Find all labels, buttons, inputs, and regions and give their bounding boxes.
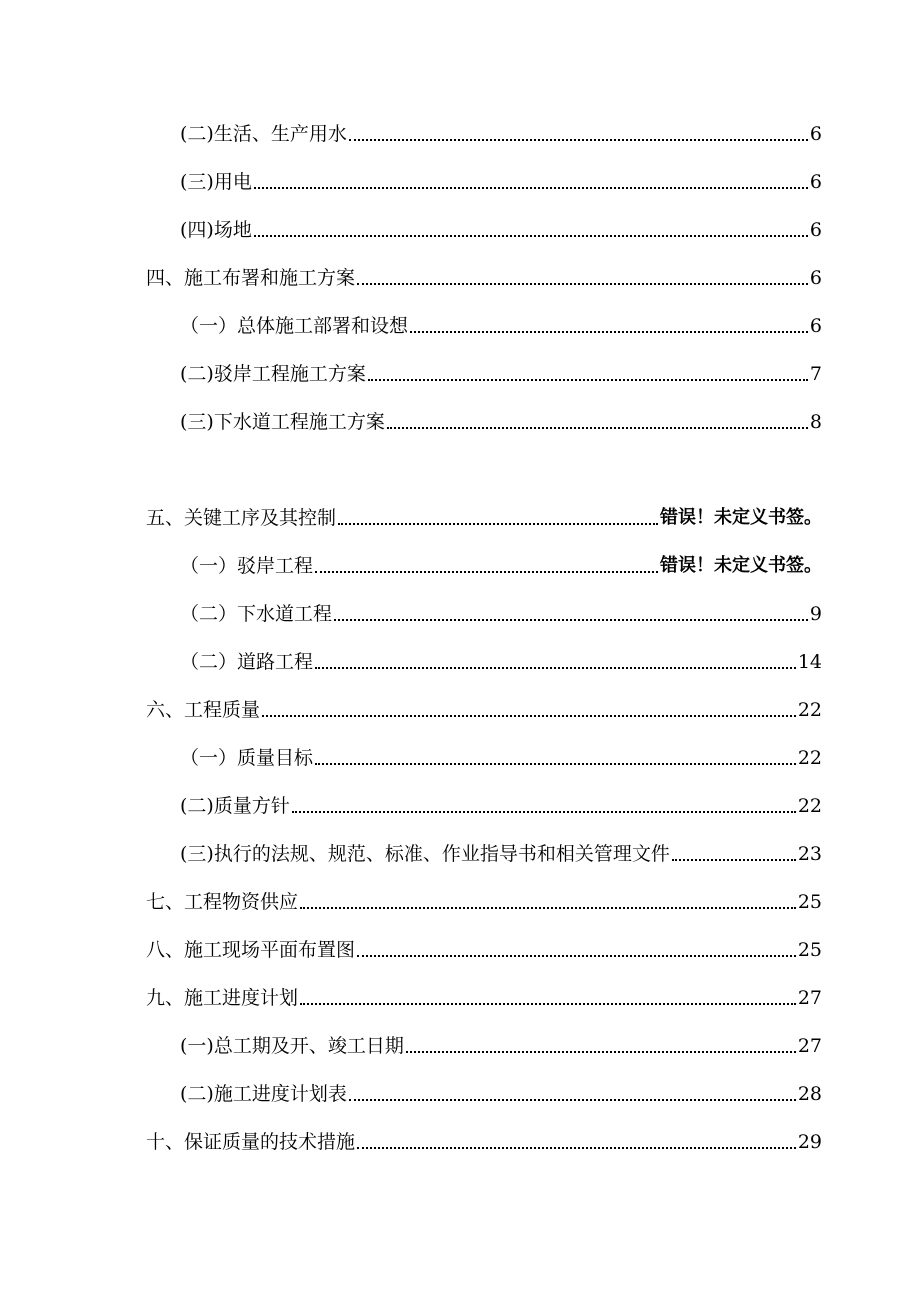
toc-entry-page: 27 bbox=[797, 1035, 822, 1057]
toc-entry[interactable] bbox=[0, 500, 920, 530]
toc-entry-title: (二)生活、生产用水 bbox=[180, 123, 347, 145]
toc-entry[interactable] bbox=[0, 116, 920, 146]
toc-entry-page-error: 错误！未定义书签。 bbox=[660, 507, 822, 528]
toc-entry-page: 23 bbox=[797, 843, 822, 865]
dot-leader bbox=[334, 619, 808, 621]
toc-entry-title: (三)用电 bbox=[180, 171, 252, 193]
toc-entry[interactable] bbox=[0, 836, 920, 866]
dot-leader bbox=[349, 139, 808, 141]
toc-entry[interactable] bbox=[0, 740, 920, 770]
toc-entry[interactable] bbox=[0, 596, 920, 626]
toc-entry[interactable] bbox=[0, 980, 920, 1010]
dot-leader bbox=[262, 715, 796, 717]
dot-leader bbox=[315, 763, 796, 765]
toc-entry-title: (二)质量方针 bbox=[180, 795, 290, 817]
toc-entry[interactable] bbox=[0, 1124, 920, 1154]
toc-entry-title: 九、施工进度计划 bbox=[146, 987, 299, 1009]
toc-entry-title: （二）道路工程 bbox=[180, 651, 314, 673]
toc-entry-page: 25 bbox=[797, 939, 822, 961]
dot-leader bbox=[357, 283, 808, 285]
toc-entry[interactable] bbox=[0, 932, 920, 962]
toc-entry-title: 十、保证质量的技术措施 bbox=[146, 1131, 356, 1153]
dot-leader bbox=[368, 379, 808, 381]
toc-entry-title: 六、工程质量 bbox=[146, 699, 261, 721]
dot-leader bbox=[338, 523, 658, 525]
dot-leader bbox=[410, 331, 808, 333]
dot-leader bbox=[406, 1051, 796, 1053]
toc-entry-page: 9 bbox=[809, 603, 822, 625]
toc-entry-page: 29 bbox=[797, 1131, 822, 1153]
toc-entry-page-error: 错误！未定义书签。 bbox=[660, 555, 822, 576]
toc-entry[interactable] bbox=[0, 644, 920, 674]
dot-leader bbox=[349, 1099, 796, 1101]
toc-entry[interactable] bbox=[0, 692, 920, 722]
toc-entry[interactable] bbox=[0, 404, 920, 434]
toc-entry[interactable] bbox=[0, 212, 920, 242]
toc-entry-page: 25 bbox=[797, 891, 822, 913]
dot-leader bbox=[254, 235, 808, 237]
toc-entry-title: (三)执行的法规、规范、标准、作业指导书和相关管理文件 bbox=[180, 843, 670, 865]
toc-entry[interactable] bbox=[0, 356, 920, 386]
toc-entry[interactable] bbox=[0, 548, 920, 578]
toc-entry[interactable] bbox=[0, 260, 920, 290]
toc-entry-page: 22 bbox=[797, 699, 822, 721]
toc-entry[interactable] bbox=[0, 788, 920, 818]
toc-entry-title: （二）下水道工程 bbox=[180, 603, 333, 625]
dot-leader bbox=[254, 187, 808, 189]
toc-entry-page: 6 bbox=[809, 267, 822, 289]
toc-entry-title: （一）总体施工部署和设想 bbox=[180, 315, 409, 337]
toc-entry-page: 6 bbox=[809, 171, 822, 193]
toc-entry-title: 七、工程物资供应 bbox=[146, 891, 299, 913]
toc-entry-page: 8 bbox=[809, 411, 822, 433]
toc-entry-page: 6 bbox=[809, 123, 822, 145]
toc-entry[interactable] bbox=[0, 1076, 920, 1106]
toc-entry-title: 五、关键工序及其控制 bbox=[146, 507, 337, 529]
toc-entry-title: (一)总工期及开、竣工日期 bbox=[180, 1035, 404, 1057]
toc-entry-page: 22 bbox=[797, 747, 822, 769]
toc-entry-page: 22 bbox=[797, 795, 822, 817]
dot-leader bbox=[672, 859, 796, 861]
dot-leader bbox=[292, 811, 796, 813]
toc-entry-page: 27 bbox=[797, 987, 822, 1009]
dot-leader bbox=[300, 907, 796, 909]
dot-leader bbox=[387, 427, 808, 429]
toc-entry-title: (二)驳岸工程施工方案 bbox=[180, 363, 366, 385]
toc-entry-title: (四)场地 bbox=[180, 219, 252, 241]
toc-entry-page: 7 bbox=[809, 363, 822, 385]
dot-leader bbox=[315, 571, 658, 573]
toc-entry-title: 八、施工现场平面布置图 bbox=[146, 939, 356, 961]
toc-entry-page: 28 bbox=[797, 1083, 822, 1105]
toc-entry-title: (二)施工进度计划表 bbox=[180, 1083, 347, 1105]
toc-entry-page: 6 bbox=[809, 219, 822, 241]
toc-entry-title: 四、施工布署和施工方案 bbox=[146, 267, 356, 289]
toc-entry-page: 14 bbox=[797, 651, 822, 673]
dot-leader bbox=[357, 1147, 796, 1149]
toc-entry-page: 6 bbox=[809, 315, 822, 337]
toc-entry[interactable] bbox=[0, 164, 920, 194]
toc-entry-title: (三)下水道工程施工方案 bbox=[180, 411, 385, 433]
toc-entry-title: （一）质量目标 bbox=[180, 747, 314, 769]
toc-entry-title: （一）驳岸工程 bbox=[180, 555, 314, 577]
toc-entry[interactable] bbox=[0, 884, 920, 914]
dot-leader bbox=[315, 667, 796, 669]
toc-entry[interactable] bbox=[0, 1028, 920, 1058]
dot-leader bbox=[300, 1003, 796, 1005]
dot-leader bbox=[357, 955, 796, 957]
toc-entry[interactable] bbox=[0, 308, 920, 338]
